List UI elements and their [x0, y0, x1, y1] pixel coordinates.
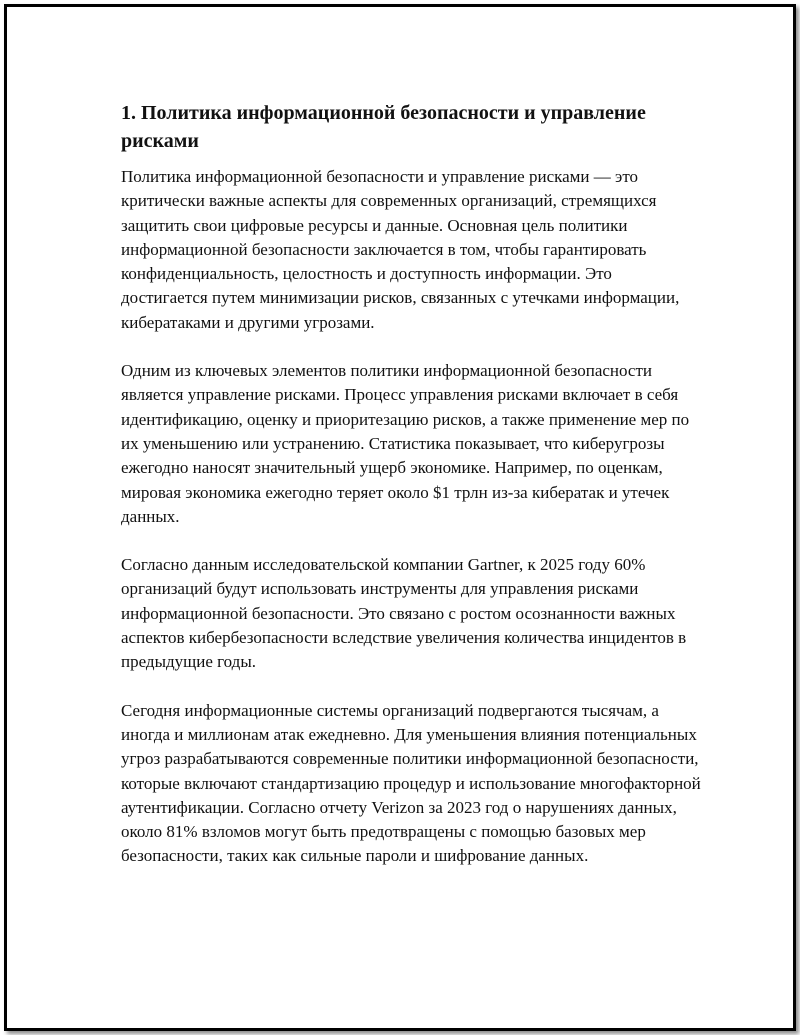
paragraph-3: Согласно данным исследовательской компании Gartner, к 2025 году 60% организаций будут использовать инструменты для управления рисками информационной безопасности. Это связано с ростом осознанности важных аспектов кибербезопасности вследствие увеличения количества инцидентов в предыдущие годы. — [121, 555, 687, 672]
paragraph-1: Политика информационной безопасности и управление рисками — это критически важные аспекты для современных организаций, стремящихся защитить свои цифровые ресурсы и данные. Основная цель политики информационной безопасности заключается в том, чтобы гарантировать конфиденциальность, целостность и доступность информации. Это достигается путем минимизации рисков, связанных с утечками информации, кибератаками и другими угрозами. — [121, 167, 680, 332]
section-title: 1. Политика информационной безопасности и управление рисками — [121, 102, 646, 152]
paragraph-2: Одним из ключевых элементов политики информационной безопасности является управление рисками. Процесс управления рисками включает в себя идентификацию, оценку и приоритезацию рисков, а также применение мер по их уменьшению или устранению. Статистика показывает, что киберугрозы ежегодно наносят значительный ущерб экономике. Например, по оценкам, мировая экономика ежегодно теряет около $1 трлн из-за кибератак и утечек данных. — [121, 361, 690, 526]
document-page — [4, 4, 796, 1031]
document-body — [121, 99, 701, 893]
paragraph-4: Сегодня информационные системы организаций подвергаются тысячам, а иногда и миллионам атак ежедневно. Для уменьшения влияния потенциальных угроз разрабатываются современные политики информационной безопасности, которые включают стандартизацию процедур и использование многофакторной аутентификации. Согласно отчету Verizon за 2023 год о нарушениях данных, около 81% взломов могут быть предотвращены с помощью базовых мер безопасности, таких как сильные пароли и шифрование данных. — [121, 700, 701, 866]
